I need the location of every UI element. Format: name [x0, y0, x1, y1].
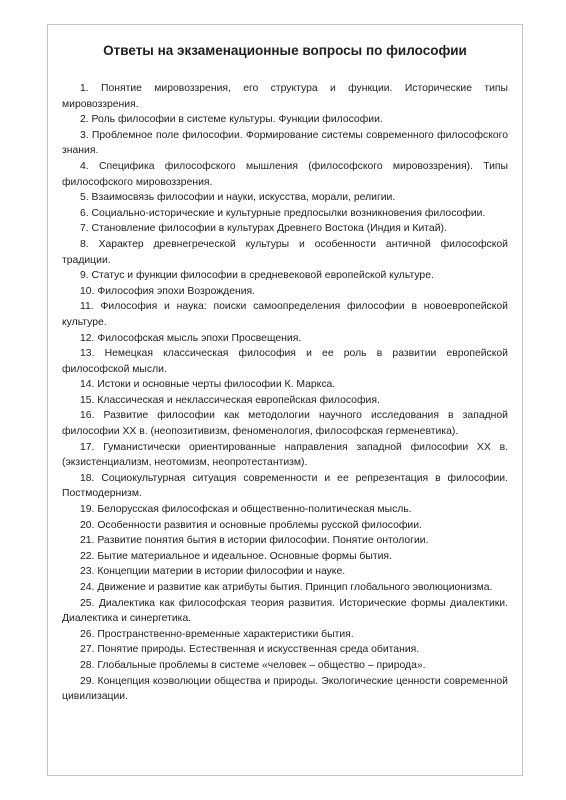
- question-item: 13. Немецкая классическая философия и ее роль в развитии европейской философской мысли.: [62, 348, 508, 375]
- question-item: 14. Истоки и основные черты философии К. Маркса.: [80, 379, 336, 391]
- question-item: 16. Развитие философии как методологии научного исследования в западной философии XX в. (неопозитивизм, феноменология, философская герменевтика).: [62, 410, 508, 438]
- question-item: 1. Понятие мировоззрения, его структура и функции. Исторические типы мировоззрения.: [62, 83, 508, 110]
- question-item: 29. Концепция коэволюции общества и природы. Экологические ценности современной цивилизации.: [62, 675, 508, 703]
- question-item: 15. Классическая и неклассическая европейская философия.: [80, 394, 380, 406]
- question-item: 6. Социально-исторические и культурные предпосылки возникновения философии.: [80, 207, 486, 219]
- question-item: 25. Диалектика как философская теория развития. Исторические формы диалектики. Диалектика и синергетика.: [62, 597, 508, 625]
- question-item: 28. Глобальные проблемы в системе «человек – общество – природа».: [80, 659, 426, 671]
- question-item: 22. Бытие материальное и идеальное. Основные формы бытия.: [80, 550, 392, 562]
- question-item: 10. Философия эпохи Возрождения.: [80, 285, 256, 297]
- question-item: 18. Социокультурная ситуация современности и ее репрезентация в философии. Постмодернизм.: [62, 472, 508, 500]
- question-item: 12. Философская мысль эпохи Просвещения.: [80, 332, 302, 344]
- question-item: 5. Взаимосвязь философии и науки, искусства, морали, религии.: [80, 192, 396, 204]
- question-item: 20. Особенности развития и основные проблемы русской философии.: [80, 519, 422, 531]
- question-list: [62, 81, 508, 705]
- question-item: 21. Развитие понятия бытия в истории философии. Понятие онтологии.: [80, 535, 429, 547]
- question-item: 24. Движение и развитие как атрибуты бытия. Принцип глобального эволюционизма.: [80, 582, 493, 593]
- document-title: Ответы на экзаменационные вопросы по философии: [103, 43, 467, 58]
- question-item: 17. Гуманистически ориентированные направления западной философии XX в. (экзистенциализм, неотомизм, неопротестантизм).: [62, 441, 508, 469]
- document-page: [47, 24, 523, 776]
- question-item: 11. Философия и наука: поиски самоопределения философии в новоевропейской культуре.: [62, 301, 508, 328]
- question-item: 8. Характер древнегреческой культуры и особенности античной философской традиции.: [62, 238, 508, 266]
- question-item: 2. Роль философии в системе культуры. Функции философии.: [80, 114, 383, 126]
- question-item: 26. Пространственно-временные характеристики бытия.: [80, 628, 354, 640]
- question-item: 3. Проблемное поле философии. Формирование системы современного философского знания.: [62, 129, 508, 157]
- question-item: 19. Белорусская философская и общественно-политическая мысль.: [80, 504, 412, 516]
- question-item: 4. Специфика философского мышления (философского мировоззрения). Типы философского мировоззрения.: [62, 160, 508, 188]
- question-item: 7. Становление философии в культурах Древнего Востока (Индия и Китай).: [80, 223, 447, 235]
- question-item: 23. Концепции материи в истории философии и науке.: [80, 566, 346, 578]
- question-item: 27. Понятие природы. Естественная и искусственная среда обитания.: [80, 644, 420, 656]
- question-item: 9. Статус и функции философии в средневековой европейской культуре.: [80, 270, 434, 282]
